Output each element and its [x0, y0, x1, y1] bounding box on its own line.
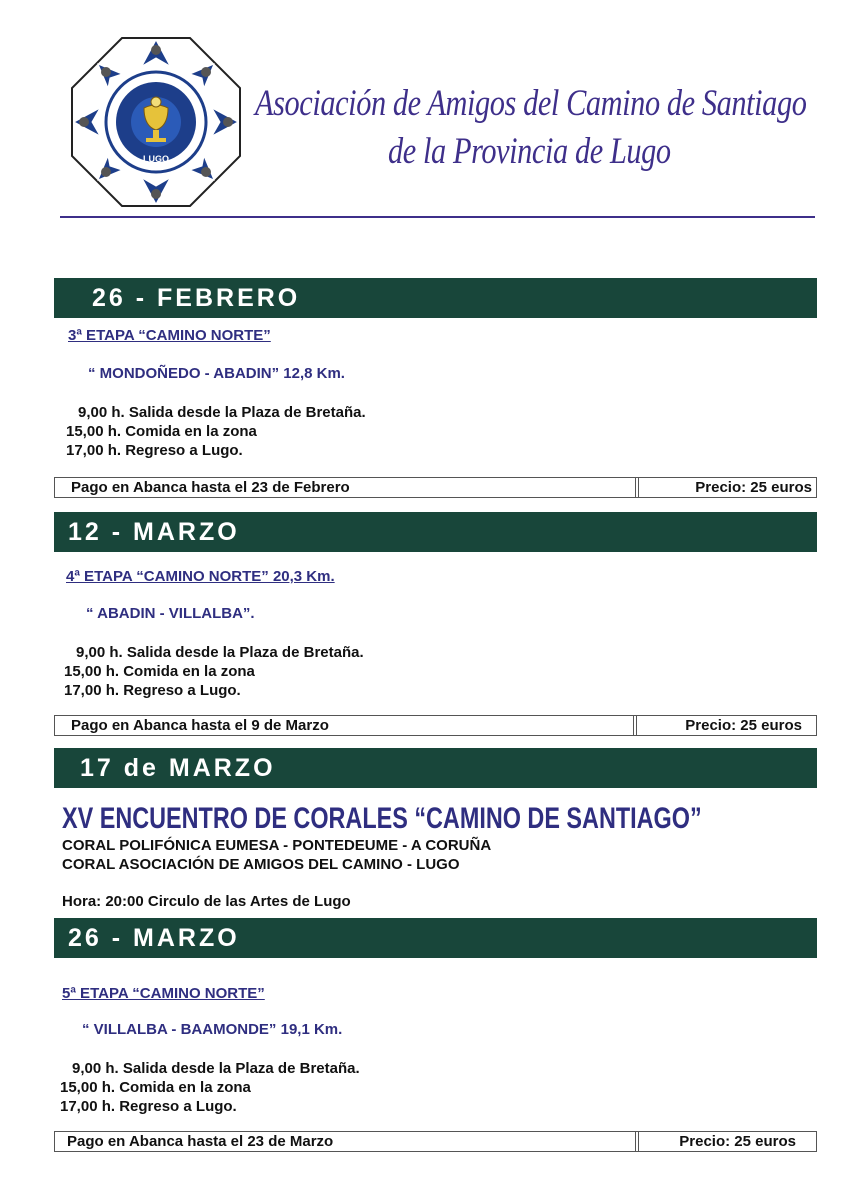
date-band-26-febrero: 26 - FEBRERO	[54, 278, 817, 318]
payment-row	[54, 477, 817, 498]
stage-title: 5ª ETAPA “CAMINO NORTE”	[62, 985, 265, 1002]
schedule-lunch: 15,00 h. Comida en la zona	[60, 1079, 251, 1096]
association-title-line2: de la Provincia de Lugo	[388, 131, 671, 172]
schedule-return: 17,00 h. Regreso a Lugo.	[64, 682, 241, 699]
header-divider	[60, 216, 815, 218]
payment-info: Pago en Abanca hasta el 23 de Marzo	[55, 1132, 639, 1151]
stage-title: 3ª ETAPA “CAMINO NORTE”	[68, 327, 271, 344]
date-band-12-marzo: 12 - MARZO	[54, 512, 817, 552]
schedule	[58, 1059, 360, 1116]
stage-title: 4ª ETAPA “CAMINO NORTE” 20,3 Km.	[66, 568, 335, 585]
association-title-line1: Asociación de Amigos del Camino de Santiago	[255, 83, 807, 124]
payment-info: Pago en Abanca hasta el 9 de Marzo	[55, 716, 637, 735]
date-band-17-marzo: 17 de MARZO	[54, 748, 817, 788]
choir-2: CORAL ASOCIACIÓN DE AMIGOS DEL CAMINO - LUGO	[62, 856, 460, 873]
schedule-lunch: 15,00 h. Comida en la zona	[64, 663, 255, 680]
price-info: Precio: 25 euros	[679, 1133, 796, 1150]
svg-text:LUGO: LUGO	[143, 154, 169, 164]
payment-row	[54, 1131, 817, 1152]
schedule-departure: 9,00 h. Salida desde la Plaza de Bretaña.	[72, 1060, 360, 1077]
schedule	[64, 643, 364, 700]
choir-1: CORAL POLIFÓNICA EUMESA - PONTEDEUME - A CORUÑA	[62, 837, 492, 854]
route-label: “ ABADIN - VILLALBA”.	[86, 605, 255, 622]
schedule-departure: 9,00 h. Salida desde la Plaza de Bretaña.	[76, 644, 364, 661]
route-label: “ VILLALBA - BAAMONDE” 19,1 Km.	[82, 1021, 343, 1038]
route-label: “ MONDOÑEDO - ABADIN” 12,8 Km.	[88, 365, 345, 382]
payment-row	[54, 715, 817, 736]
payment-info: Pago en Abanca hasta el 23 de Febrero	[55, 478, 639, 497]
schedule-return: 17,00 h. Regreso a Lugo.	[60, 1098, 237, 1115]
concert-time: Hora: 20:00 Circulo de las Artes de Lugo	[62, 893, 351, 910]
price-info: Precio: 25 euros	[685, 717, 802, 734]
schedule-lunch: 15,00 h. Comida en la zona	[66, 423, 257, 440]
schedule	[66, 403, 366, 460]
scallop-seal-icon	[70, 36, 242, 208]
concert-title: XV ENCUENTRO DE CORALES “CAMINO DE SANTIAGO”	[62, 802, 702, 835]
schedule-return: 17,00 h. Regreso a Lugo.	[66, 442, 243, 459]
schedule-departure: 9,00 h. Salida desde la Plaza de Bretaña.	[78, 404, 366, 421]
association-logo	[70, 36, 242, 208]
date-band-26-marzo: 26 - MARZO	[54, 918, 817, 958]
price-info: Precio: 25 euros	[695, 479, 812, 496]
